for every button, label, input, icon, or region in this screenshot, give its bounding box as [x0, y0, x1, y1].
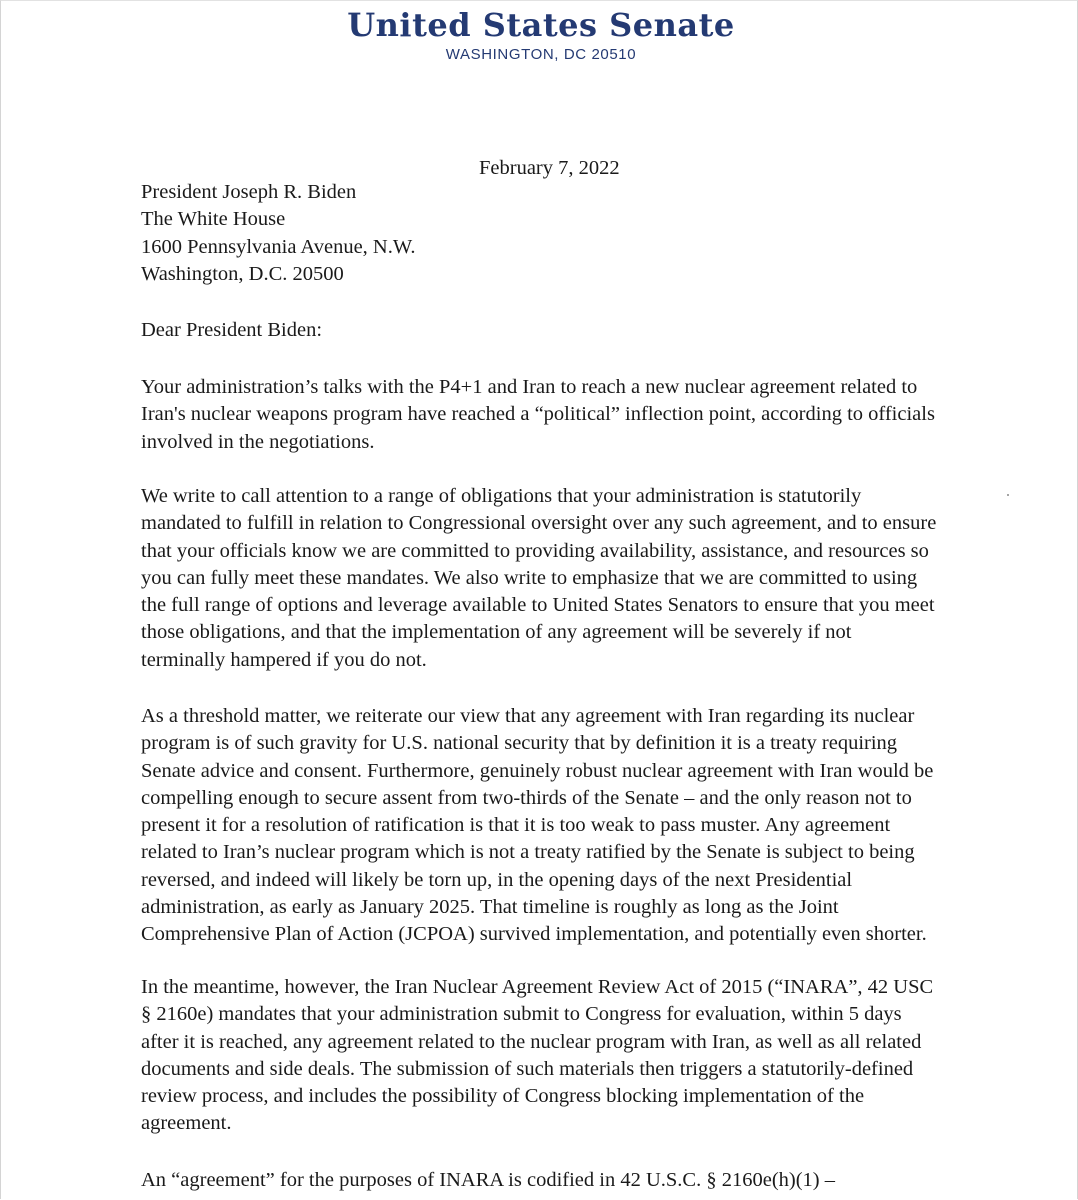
paragraph-line: the full range of options and leverage available to United States Senators to ensure that you meet	[141, 594, 935, 617]
paragraph-line: An “agreement” for the purposes of INARA is codified in 42 U.S.C. § 2160e(h)(1) –	[141, 1169, 835, 1191]
paragraph-3	[141, 703, 981, 949]
recipient-address	[141, 179, 415, 288]
paragraph-2	[141, 483, 981, 674]
address-line-building: The White House	[141, 208, 286, 231]
paragraph-line: agreement.	[141, 1112, 232, 1135]
paragraph-line: We write to call attention to a range of obligations that your administration is statutorily	[141, 485, 862, 507]
address-line-name: President Joseph R. Biden	[141, 181, 357, 203]
paragraph-line: As a threshold matter, we reiterate our view that any agreement with Iran regarding its nuclear	[141, 705, 915, 727]
paragraph-line: reversed, and indeed will likely be torn up, in the opening days of the next Presidential	[141, 868, 853, 891]
paragraph-line: Your administration’s talks with the P4+1 and Iran to reach a new nuclear agreement related to	[141, 376, 918, 398]
paragraph-line: In the meantime, however, the Iran Nuclear Agreement Review Act of 2015 (“INARA”, 42 USC	[141, 976, 934, 998]
letterhead-subtitle: WASHINGTON, DC 20510	[445, 46, 637, 63]
letterhead-title: United States Senate	[347, 6, 735, 44]
salutation: Dear President Biden:	[141, 319, 323, 341]
paragraph-line: that your officials know we are committed to providing availability, assistance, and resources so	[141, 539, 929, 562]
paragraph-line: § 2160e) mandates that your administration submit to Congress for evaluation, within 5 days	[141, 1003, 902, 1026]
paragraph-line: those obligations, and that the implementation of any agreement will be severely if not	[141, 621, 852, 644]
letterhead	[1, 3, 1077, 65]
paragraph-line: documents and side deals. The submission of such materials then triggers a statutorily-defined	[141, 1057, 914, 1080]
paragraph-5	[141, 1167, 981, 1194]
paragraph-line: you can fully meet these mandates. We also write to emphasize that we are committed to using	[141, 566, 918, 589]
paragraph-line: terminally hampered if you do not.	[141, 648, 427, 671]
scan-speck	[1007, 494, 1009, 496]
paragraph-line: after it is reached, any agreement related to the nuclear program with Iran, as well as all related	[141, 1030, 922, 1053]
letter-date: February 7, 2022	[479, 157, 620, 179]
paragraph-line: related to Iran’s nuclear program which is not a treaty ratified by the Senate is subject to being	[141, 841, 915, 864]
paragraph-1	[141, 374, 981, 456]
paragraph-line: present it for a resolution of ratification is that it is too weak to pass muster. Any agreement	[141, 814, 891, 837]
paragraph-line: review process, and includes the possibility of Congress blocking implementation of the	[141, 1085, 865, 1108]
paragraph-line: involved in the negotiations.	[141, 430, 375, 453]
paragraph-line: Comprehensive Plan of Action (JCPOA) survived implementation, and potentially even shorter.	[141, 923, 927, 946]
paragraph-4	[141, 974, 981, 1138]
paragraph-line: mandated to fulfill in relation to Congressional oversight over any such agreement, and to ensure	[141, 512, 937, 535]
address-line-street: 1600 Pennsylvania Avenue, N.W.	[141, 235, 416, 258]
paragraph-line: Senate advice and consent. Furthermore, genuinely robust nuclear agreement with Iran would be	[141, 759, 934, 782]
paragraph-line: Iran's nuclear weapons program have reached a “political” inflection point, according to officials	[141, 403, 935, 426]
paragraph-line: administration, as early as January 2025. That timeline is roughly as long as the Joint	[141, 896, 839, 919]
paragraph-line: program is of such gravity for U.S. national security that by definition it is a treaty requiring	[141, 732, 898, 755]
paragraph-line: compelling enough to secure assent from two-thirds of the Senate – and the only reason not to	[141, 786, 912, 809]
address-line-city: Washington, D.C. 20500	[141, 262, 344, 285]
